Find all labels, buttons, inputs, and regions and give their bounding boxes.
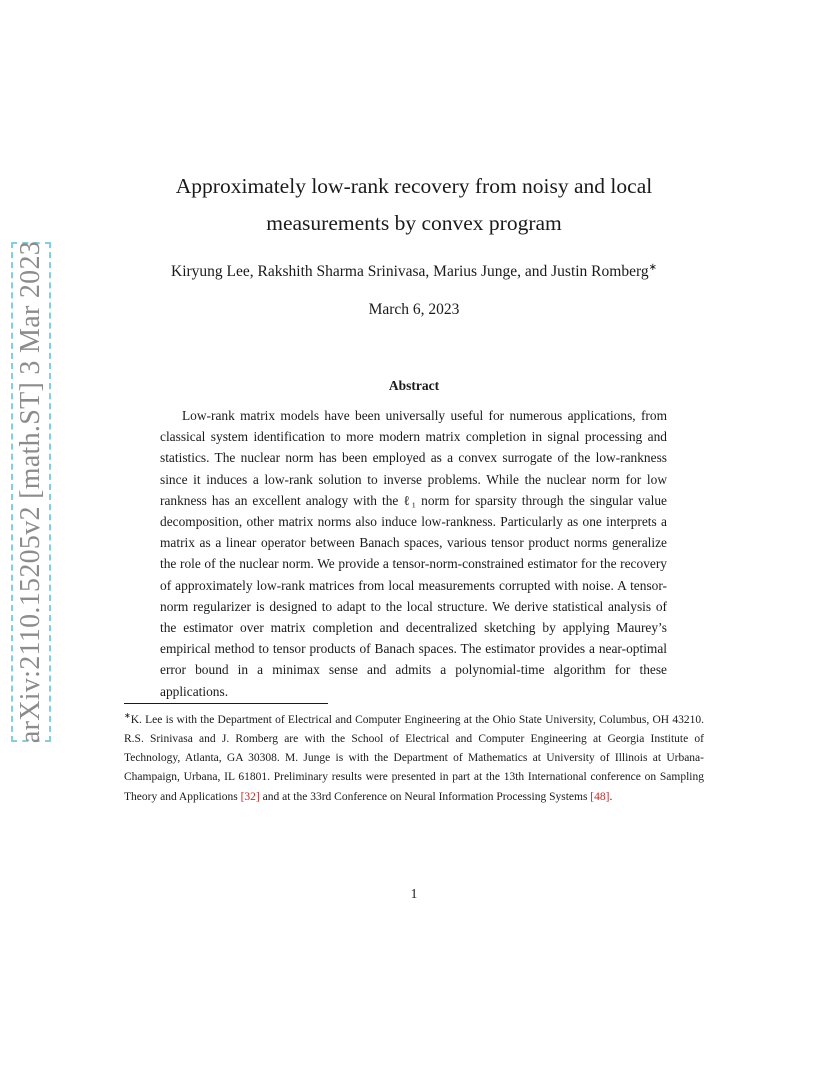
paper-title [140,168,688,242]
title-line-2: measurements by convex program [266,211,562,235]
paper-date: March 6, 2023 [368,301,460,318]
arxiv-stamp [11,242,51,742]
title-line-1: Approximately low-rank recovery from noisy and local [175,174,653,198]
footnote-text-1: K. Lee is with the Department of Electrical and Computer Engineering at the Ohio State University, Columbus, OH 43210. R.S. Srinivasa and J. Romberg are with the School of Electrical and Computer Engineering at Georgia Institute of Technology, Atlanta, GA 30308. M. Junge is with the Department of Mathematics at University of Illinois at Urbana-Champaign, Urbana, IL 61801. Preliminary results were presented in part at the 13th International conference on Sampling Theory and Applications [124,713,704,803]
citation-link-48[interactable]: [48] [590,790,610,803]
author-list [110,262,718,281]
page-number: 1 [410,886,418,901]
footnote-mark: ∗ [124,711,131,720]
citation-link-32[interactable]: [32] [240,790,260,803]
footnote-rule [124,703,328,704]
arxiv-id: arXiv:2110.15205v2 [math.ST] 3 Mar 2023 [15,240,46,744]
abstract-text: Low-rank matrix models have been universally useful for numerous applications, from classical system identification to more modern matrix completion in signal processing and statistics. The nuclear norm has been employed as a convex surrogate of the low-rankness since it induces a low-rank solution to inverse problems. While the nuclear norm for low rankness has an excellent analogy with the ℓ₁ norm for sparsity through the singular value decomposition, other matrix norms also induce low-rankness. Particularly as one interprets a matrix as a linear operator between Banach spaces, various tensor product norms generalize the role of the nuclear norm. We provide a tensor-norm-constrained estimator for the recovery of approximately low-rank matrices from local measurements corrupted with noise. A tensor-norm regularizer is designed to adapt to the local structure. We derive statistical analysis of the estimator over matrix completion and decentralized sketching by applying Maurey’s empirical method to tensor products of Banach spaces. The estimator provides a near-optimal error bound in a minimax sense and admits a polynomial-time algorithm for these applications. [160,408,667,699]
footnote-text-2: and at the 33rd Conference on Neural Information Processing Systems [259,790,591,803]
author-footnote-mark: ∗ [648,262,657,273]
footnote-text-3: . [609,790,613,803]
authors-text: Kiryung Lee, Rakshith Sharma Srinivasa, Marius Junge, and Justin Romberg [171,263,649,281]
abstract-heading: Abstract [388,378,440,393]
author-affiliation-footnote [124,706,704,807]
